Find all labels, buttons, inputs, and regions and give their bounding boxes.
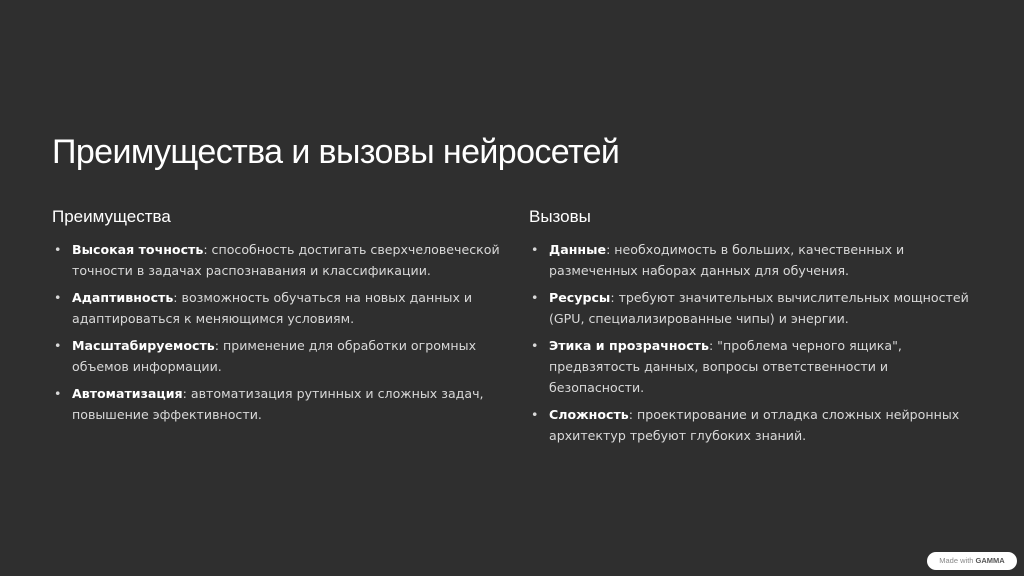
item-term: Адаптивность <box>72 290 174 305</box>
item-term: Масштабируемость <box>72 338 215 353</box>
item-term: Данные <box>549 242 607 257</box>
bullet-icon: • <box>54 338 62 353</box>
badge-brand: GAMMA <box>975 556 1005 565</box>
made-with-gamma-badge[interactable] <box>927 552 1017 570</box>
item-term: Автоматизация <box>72 386 183 401</box>
item-term: Этика и прозрачность <box>549 338 709 353</box>
bullet-icon: • <box>531 338 539 353</box>
item-desc: : возможность обучаться на новых данных и адаптироваться к меняющимся условиям. <box>72 290 473 326</box>
item-desc: : необходимость в больших, качественных и размеченных наборах данных для обучения. <box>549 242 905 278</box>
advantages-column <box>52 207 507 431</box>
item-desc: : применение для обработки огромных объемов информации. <box>72 338 477 374</box>
bullet-icon: • <box>54 290 62 305</box>
challenges-column <box>529 207 974 452</box>
list-item <box>52 239 507 281</box>
advantages-heading: Преимущества <box>52 207 171 226</box>
list-item <box>529 287 974 329</box>
item-term: Сложность <box>549 407 629 422</box>
list-item <box>52 287 507 329</box>
list-item <box>529 404 974 446</box>
badge-prefix: Made with <box>939 556 976 565</box>
item-term: Ресурсы <box>549 290 611 305</box>
item-desc: : требуют значительных вычислительных мощностей (GPU, специализированные чипы) и энергии. <box>549 290 969 326</box>
list-item <box>529 239 974 281</box>
list-item <box>52 335 507 377</box>
item-term: Высокая точность <box>72 242 204 257</box>
item-desc: : способность достигать сверхчеловеческой точности в задачах распознавания и классификации. <box>72 242 500 278</box>
item-desc: : проектирование и отладка сложных нейронных архитектур требуют глубоких знаний. <box>549 407 960 443</box>
bullet-icon: • <box>531 290 539 305</box>
slide-title: Преимущества и вызовы нейросетей <box>52 133 620 171</box>
challenges-list <box>529 239 974 446</box>
bullet-icon: • <box>54 386 62 401</box>
bullet-icon: • <box>531 407 539 422</box>
list-item <box>52 383 507 425</box>
bullet-icon: • <box>54 242 62 257</box>
item-desc: : автоматизация рутинных и сложных задач, повышение эффективности. <box>72 386 484 422</box>
bullet-icon: • <box>531 242 539 257</box>
advantages-list <box>52 239 507 425</box>
list-item <box>529 335 974 398</box>
challenges-heading: Вызовы <box>529 207 591 226</box>
item-desc: : "проблема черного ящика", предвзятость данных, вопросы ответственности и безопасности. <box>549 338 902 395</box>
